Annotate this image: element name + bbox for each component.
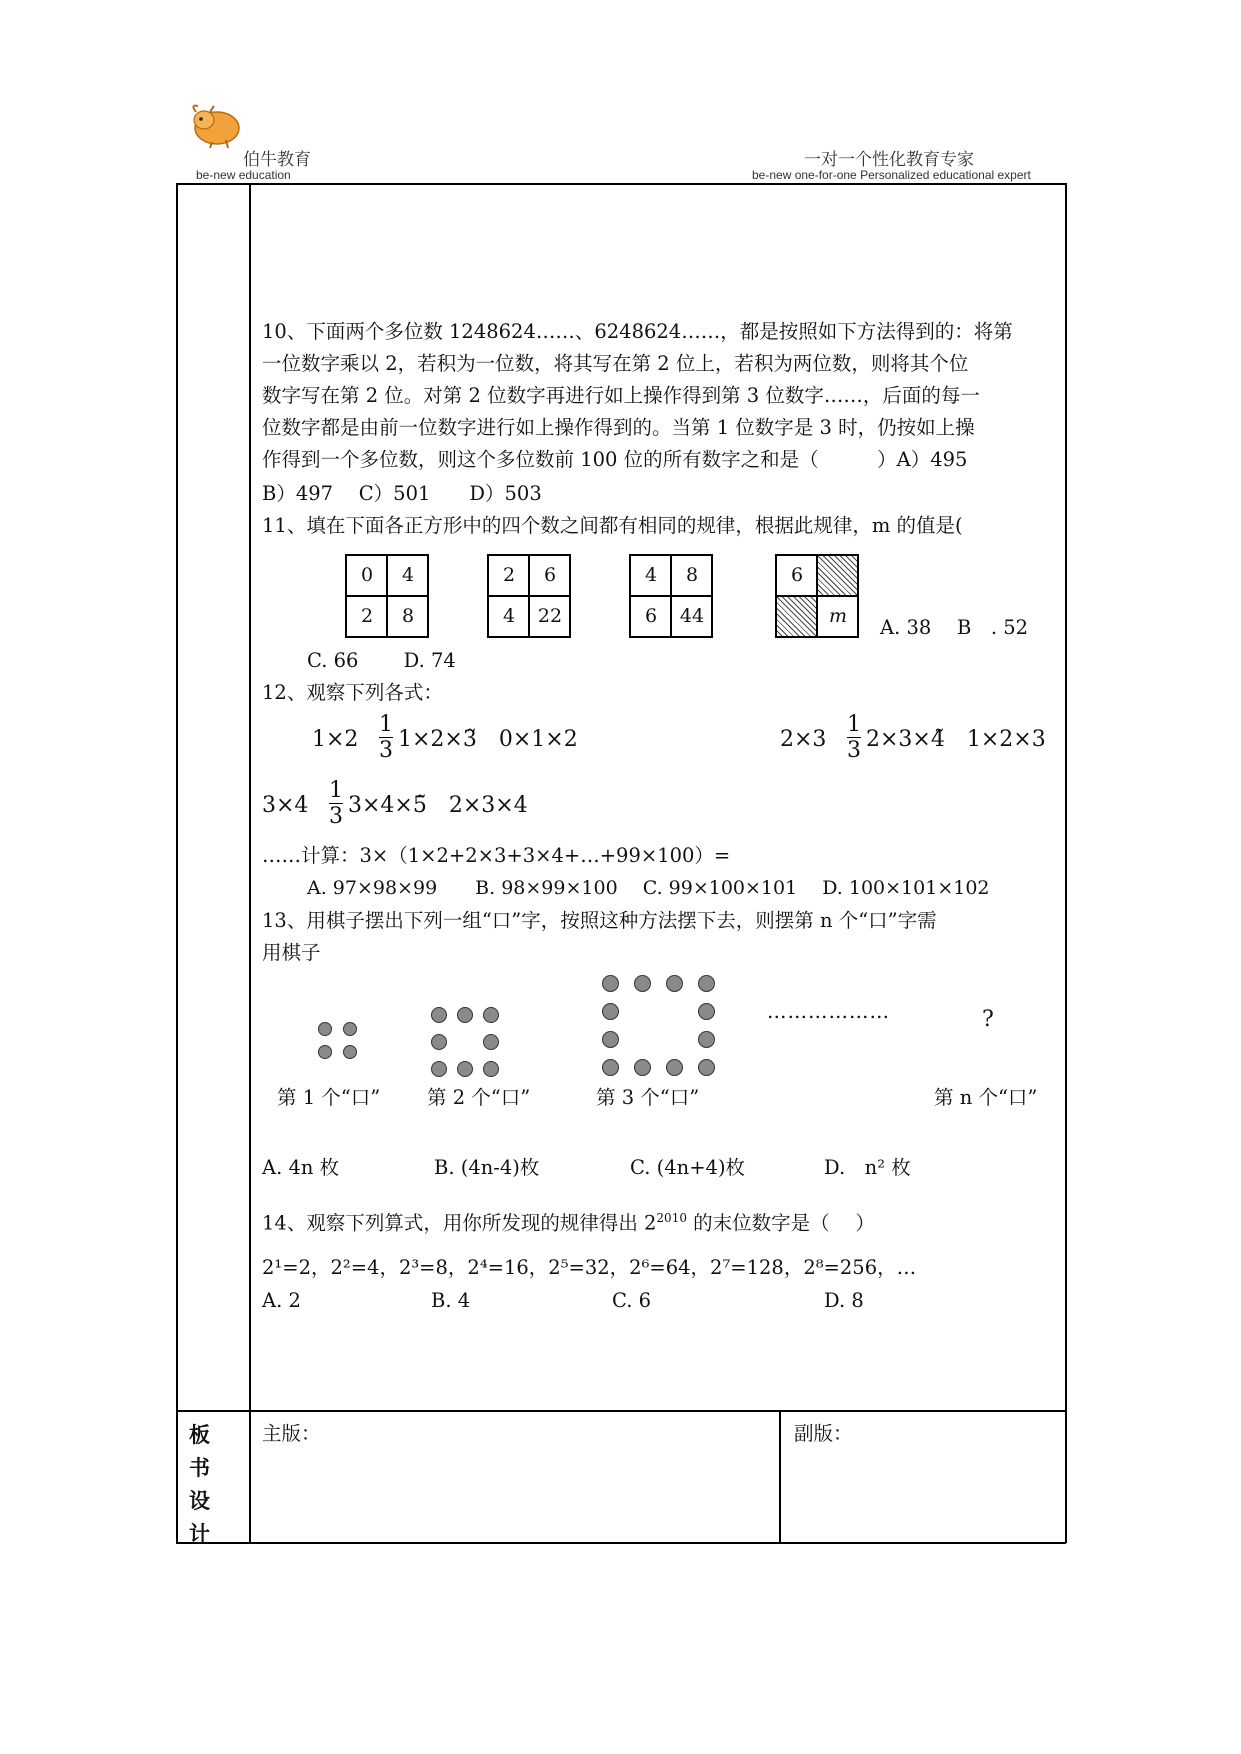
- square-cell: 6: [543, 564, 557, 586]
- q12-formula-2b: 2×3×4̃ 1×2×3: [866, 727, 1046, 752]
- board-divider: [779, 1410, 781, 1543]
- brand-name-en: be-new education: [196, 168, 291, 182]
- fraction-numerator: 1: [329, 778, 343, 803]
- square-cell: 0: [360, 564, 374, 586]
- q14-stem: [262, 1202, 875, 1240]
- hatched-cell: [818, 556, 857, 595]
- board-label-char: 板: [189, 1423, 210, 1447]
- q13-line-2: 用棋子: [262, 941, 321, 964]
- bull-logo-icon: [186, 100, 248, 150]
- caption-pattern-3: 第 3 个“口”: [596, 1086, 700, 1109]
- square-cell: 6: [644, 605, 658, 627]
- fraction: [329, 778, 343, 829]
- ellipsis-dots: ………………: [767, 1000, 890, 1023]
- square-cell: 22: [537, 605, 563, 627]
- q14-option-c: C. 6: [612, 1289, 652, 1312]
- q10-line-1: 10、下面两个多位数 1248624……、6248624……，都是按照如下方法得到的：将第: [262, 320, 1013, 343]
- fraction: [379, 712, 393, 763]
- q12-stem: 12、观察下列各式：: [262, 681, 443, 704]
- square-cell-m: m: [828, 605, 848, 627]
- fraction: [847, 712, 861, 763]
- q13-option-b: B. (4n-4)枚: [434, 1156, 540, 1179]
- q13-option-a: A. 4n 枚: [262, 1156, 340, 1179]
- q14-option-d: D. 8: [824, 1289, 864, 1312]
- number-square-1: [345, 554, 429, 638]
- fraction-denominator: 3: [847, 738, 861, 763]
- caption-pattern-2: 第 2 个“口”: [427, 1086, 531, 1109]
- board-label-char: 计: [189, 1522, 210, 1546]
- board-section-top-border: [176, 1410, 1066, 1412]
- q11-options-cd: C. 66 D. 74: [307, 649, 456, 672]
- number-square-3: [629, 554, 713, 638]
- q12-formula-2a: 2×3: [780, 727, 827, 752]
- q13-option-c: C. (4n+4)枚: [630, 1156, 746, 1179]
- board-label-char: 设: [189, 1489, 210, 1513]
- fraction-numerator: 1: [847, 712, 861, 737]
- q10-line-2: 一位数字乘以 2，若积为一位数，将其写在第 2 位上，若积为两位数，则将其个位: [262, 352, 969, 375]
- table-top-border: [176, 183, 1066, 185]
- fraction-denominator: 3: [379, 738, 393, 763]
- q14-option-b: B. 4: [431, 1289, 471, 1312]
- table-bottom-border: [176, 1542, 1066, 1544]
- table-right-border: [1065, 183, 1067, 1543]
- fraction-numerator: 1: [379, 712, 393, 737]
- brand-name-cn: 伯牛教育: [243, 150, 311, 170]
- hatched-cell: [777, 597, 816, 636]
- table-inner-vertical: [249, 183, 251, 1543]
- square-cell: 2: [360, 605, 374, 627]
- q10-line-4: 位数字都是由前一位数字进行如上操作得到的。当第 1 位数字是 3 时，仍按如上操: [262, 416, 975, 439]
- sub-board-label: 副版：: [794, 1422, 853, 1445]
- number-square-2: [487, 554, 571, 638]
- square-cell: 2: [502, 564, 516, 586]
- main-board-label: 主版：: [262, 1422, 321, 1445]
- square-cell: 8: [401, 605, 415, 627]
- q14-stem-end: 的末位数字是（ ）: [686, 1211, 875, 1235]
- q10-line-3: 数字写在第 2 位。对第 2 位数字再进行如上操作得到第 3 位数字……，后面的每一: [262, 384, 980, 407]
- number-square-4: [775, 554, 859, 638]
- slogan-cn: 一对一个性化教育专家: [804, 150, 974, 170]
- q10-line-5: 作得到一个多位数，则这个多位数前 100 位的所有数字之和是（ ）A）495: [262, 448, 968, 471]
- square-cell: 44: [679, 605, 705, 627]
- question-mark: ?: [982, 1007, 994, 1032]
- q13-line-1: 13、用棋子摆出下列一组“口”字，按照这种方法摆下去，则摆第 n 个“口”字需: [262, 909, 937, 932]
- board-label-char: 书: [189, 1456, 210, 1480]
- square-cell: 4: [502, 605, 516, 627]
- table-left-border: [176, 183, 178, 1543]
- fraction-denominator: 3: [329, 804, 343, 829]
- q11-options-ab: A. 38 B . 52: [880, 616, 1029, 639]
- square-cell: 8: [685, 564, 699, 586]
- q14-option-a: A. 2: [262, 1289, 301, 1312]
- q12-calculation: ……计算：3×（1×2+2×3+3×4+…+99×100）=: [262, 844, 731, 867]
- q12-options: A. 97×98×99 B. 98×99×100 C. 99×100×101 D. 100×101×102: [307, 877, 990, 899]
- q12-formula-1b: 1×2×3̃ 0×1×2: [398, 727, 578, 752]
- caption-pattern-n: 第 n 个“口”: [934, 1086, 1038, 1109]
- q12-formula-1a: 1×2: [312, 727, 359, 752]
- caption-pattern-1: 第 1 个“口”: [277, 1086, 381, 1109]
- q12-formula-3b: 3×4×5̃ 2×3×4: [348, 793, 528, 818]
- q14-exponent: 2010: [656, 1211, 687, 1225]
- q11-stem: 11、填在下面各正方形中的四个数之间都有相同的规律，根据此规律，m 的值是(: [262, 514, 963, 537]
- q10-options: B）497 C）501 D）503: [262, 482, 542, 505]
- q14-powers: 2¹=2，2²=4，2³=8，2⁴=16，2⁵=32，2⁶=64，2⁷=128，2⁸=256，…: [262, 1256, 917, 1279]
- q14-stem-text: 14、观察下列算式，用你所发现的规律得出 2: [262, 1211, 657, 1235]
- q13-option-d: D. n² 枚: [824, 1156, 911, 1179]
- square-cell: 6: [790, 564, 804, 586]
- square-cell: 4: [401, 564, 415, 586]
- q12-formula-3a: 3×4: [262, 793, 309, 818]
- slogan-en: be-new one-for-one Personalized educational expert: [752, 168, 1031, 182]
- square-cell: 4: [644, 564, 658, 586]
